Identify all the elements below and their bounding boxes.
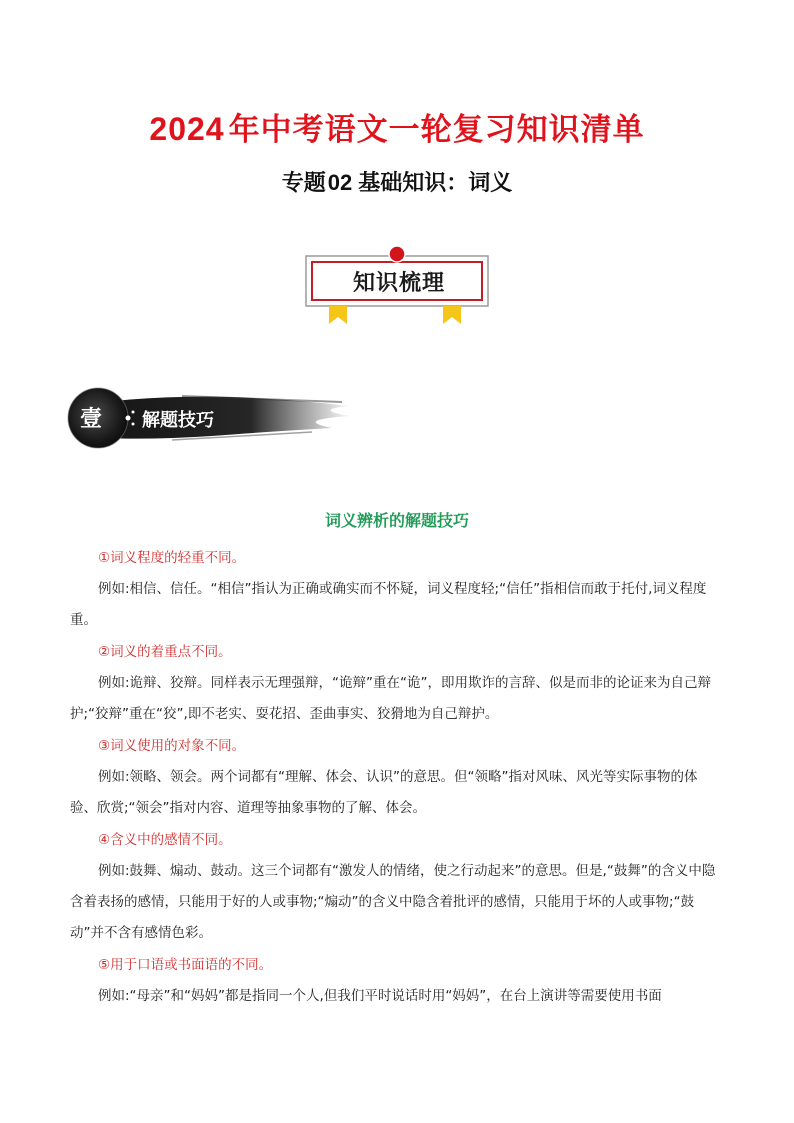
knowledge-badge [303, 244, 485, 326]
document-title [0, 104, 794, 149]
section-label: 解题技巧 [142, 410, 214, 431]
title-year: 2024 [149, 111, 225, 147]
document-subtitle [0, 166, 794, 197]
item-heading-1: ①词义程度的轻重不同。 [98, 550, 246, 566]
item-heading-4: ④含义中的感情不同。 [98, 832, 232, 848]
subtitle-prefix: 专题 [281, 171, 326, 196]
subsection-title: 词义辨析的解题技巧 [324, 511, 469, 530]
item-text-1: 例如:相信、信任。“相信”指认为正确或确实而不怀疑，词义程度轻;“信任”指相信而敢于托付,词义程度重。 [70, 581, 707, 628]
title-text: 年中考语文一轮复习知识清单 [228, 112, 645, 148]
item-text-4: 例如:鼓舞、煽动、鼓动。这三个词都有“激发人的情绪，使之行动起来”的意思。但是,“鼓舞”的含义中隐含着表扬的感情，只能用于好的人或事物;“煽动”的含义中隐含着批评的感情，只能用于坏的人或事物;“鼓动”并不含有感情色彩。 [70, 863, 716, 941]
item-heading-5: ⑤用于口语或书面语的不同。 [98, 957, 273, 973]
subtitle-number: 02 [327, 170, 353, 195]
item-heading-3: ③词义使用的对象不同。 [98, 738, 246, 754]
item-text-5: 例如:“母亲”和“妈妈”都是指同一个人,但我们平时说话时用“妈妈”，在台上演讲等需要使用书面 [98, 988, 662, 1004]
item-text-3: 例如:领略、领会。两个词都有“理解、体会、认识”的意思。但“领略”指对风味、风光等实际事物的体验、欣赏;“领会”指对内容、道理等抽象事物的了解、体会。 [70, 769, 698, 816]
content-body [70, 542, 724, 1012]
section-header [62, 380, 352, 460]
subtitle-suffix: 基础知识：词义 [358, 171, 513, 196]
item-text-2: 例如:诡辩、狡辩。同样表示无理强辩，“诡辩”重在“诡”，即用欺诈的言辞、似是而非的论证来为自己辩护;“狡辩”重在“狡”,即不老实、耍花招、歪曲事实、狡猾地为自己辩护。 [70, 675, 712, 722]
section-number: 壹 [80, 406, 103, 432]
badge-label: 知识梳理 [352, 271, 445, 296]
item-heading-2: ②词义的着重点不同。 [98, 644, 232, 660]
